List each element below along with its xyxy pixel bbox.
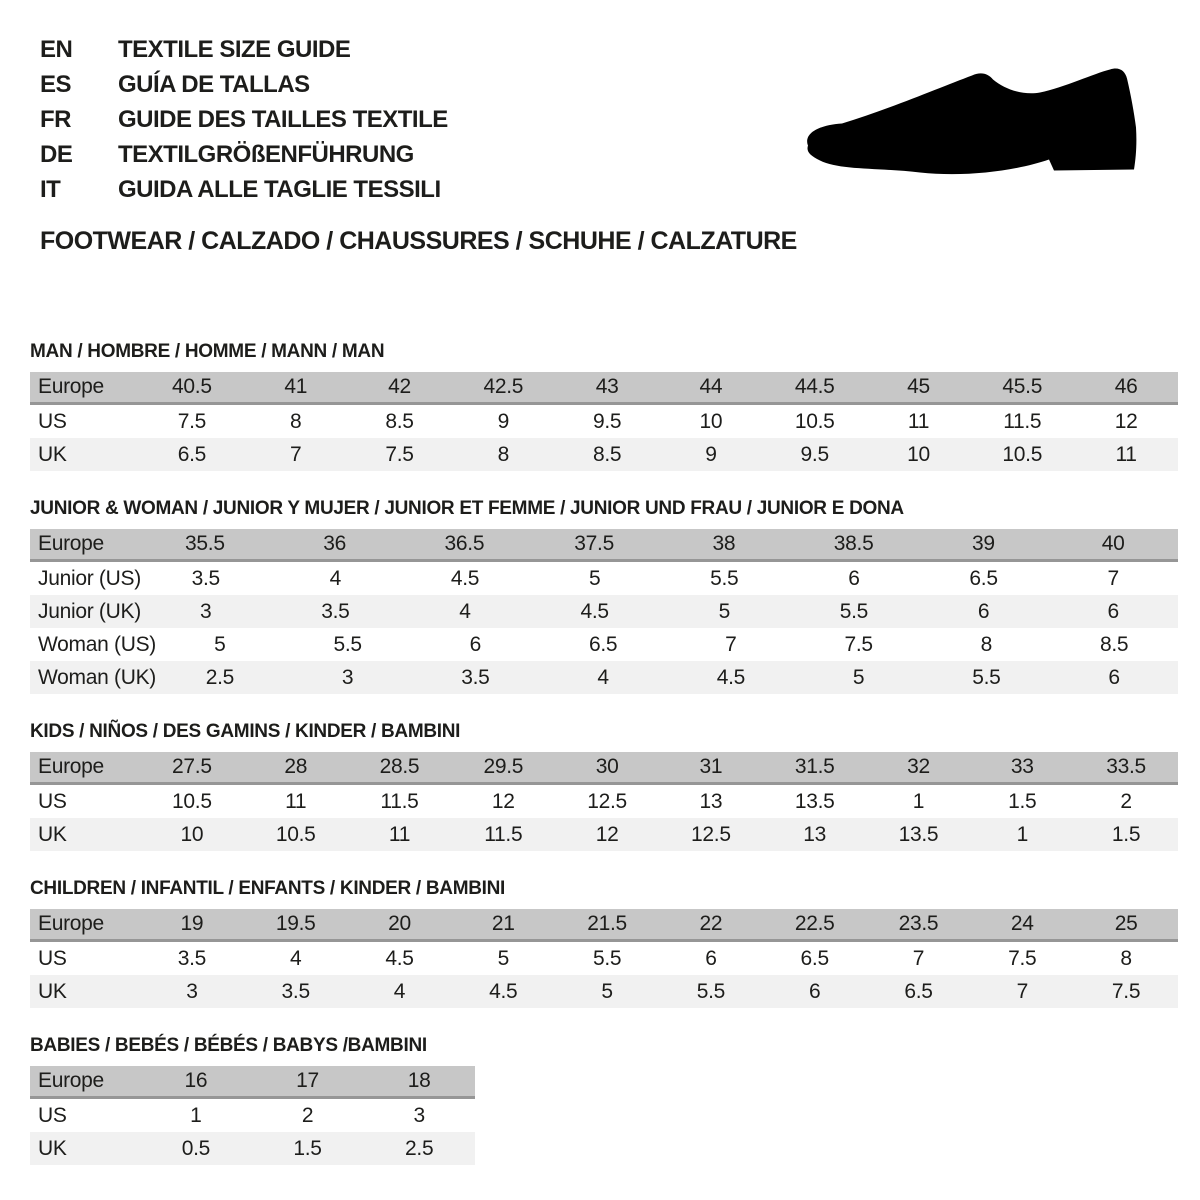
- size-value: 13: [699, 789, 723, 813]
- table-row: [30, 628, 1178, 661]
- size-value: 1: [912, 789, 925, 813]
- size-value: 9.5: [800, 442, 829, 466]
- size-value: 4: [459, 599, 471, 623]
- size-value: 7: [290, 442, 302, 466]
- language-code: ES: [40, 71, 72, 98]
- size-value: 6: [1108, 665, 1120, 689]
- row-label: Europe: [38, 375, 104, 398]
- size-table: [30, 529, 1178, 694]
- size-value: 6: [977, 599, 990, 623]
- size-value: 12: [1114, 409, 1138, 433]
- size-value: 12: [595, 822, 619, 846]
- size-value: 3: [341, 665, 354, 689]
- row-label: Woman (UK): [38, 665, 156, 689]
- size-value: 13.5: [794, 789, 835, 813]
- size-value: 5: [852, 665, 865, 689]
- size-value: 7: [725, 632, 737, 656]
- size-value: 42.5: [483, 375, 524, 398]
- size-value: 0.5: [181, 1136, 210, 1160]
- size-value: 4: [597, 665, 609, 689]
- size-value: 25: [1114, 912, 1138, 935]
- size-value: 10: [907, 442, 930, 466]
- size-value: 11: [285, 789, 307, 813]
- size-value: 6: [1107, 599, 1119, 623]
- size-value: 11: [388, 822, 411, 846]
- size-value: 19.5: [275, 912, 316, 935]
- size-value: 44: [699, 375, 723, 398]
- size-value: 38: [712, 532, 736, 555]
- size-value: 12.5: [587, 789, 627, 813]
- row-label: Junior (US): [38, 566, 141, 590]
- size-value: 10.5: [794, 409, 835, 433]
- size-value: 8.5: [592, 442, 622, 466]
- size-value: 4: [393, 979, 406, 1003]
- row-label: US: [38, 789, 67, 813]
- table-row: [30, 372, 1178, 405]
- size-value: 8.5: [1099, 632, 1129, 656]
- size-value: 2: [1120, 789, 1132, 813]
- language-code: IT: [40, 176, 61, 203]
- size-value: 40.5: [172, 375, 212, 398]
- size-table: [30, 1066, 475, 1165]
- size-value: 45.5: [1002, 375, 1043, 398]
- size-value: 6: [808, 979, 821, 1003]
- size-value: 8.5: [385, 409, 414, 433]
- row-label: UK: [38, 1136, 67, 1160]
- size-value: 5: [718, 599, 730, 623]
- size-value: 19: [180, 912, 204, 935]
- size-value: 36.5: [444, 532, 485, 555]
- category-line: FOOTWEAR / CALZADO / CHAUSSURES / SCHUHE / CALZATURE: [40, 227, 797, 255]
- size-value: 33.5: [1106, 755, 1146, 778]
- size-value: 28.5: [379, 755, 420, 778]
- size-value: 6.5: [588, 632, 618, 656]
- row-label: Europe: [38, 755, 104, 778]
- section-title: CHILDREN / INFANTIL / ENFANTS / KINDER / BAMBINI: [30, 878, 506, 899]
- size-value: 13: [803, 822, 827, 846]
- size-value: 5.5: [333, 632, 362, 656]
- size-value: 5.5: [839, 599, 869, 623]
- size-value: 13.5: [898, 822, 939, 846]
- size-value: 24: [1010, 912, 1034, 935]
- size-value: 1: [190, 1103, 202, 1127]
- size-value: 10.5: [275, 822, 316, 846]
- size-value: 9.5: [592, 409, 622, 433]
- size-value: 11.5: [1003, 409, 1042, 433]
- size-value: 31.5: [794, 755, 835, 778]
- size-value: 16: [184, 1069, 208, 1092]
- size-value: 3.5: [321, 599, 350, 623]
- language-title: TEXTILE SIZE GUIDE: [118, 36, 351, 63]
- size-value: 5.5: [592, 946, 622, 970]
- section-title: BABIES / BEBÉS / BÉBÉS / BABYS /BAMBINI: [30, 1035, 427, 1056]
- size-value: 10: [180, 822, 204, 846]
- size-value: 7.5: [1111, 979, 1141, 1003]
- size-value: 7: [912, 946, 925, 970]
- size-value: 8: [290, 409, 302, 433]
- size-value: 6.5: [969, 566, 998, 590]
- size-value: 6.5: [177, 442, 207, 466]
- size-value: 9: [497, 409, 509, 433]
- size-value: 4.5: [385, 946, 414, 970]
- shoe-silhouette-icon: [802, 64, 1147, 186]
- size-value: 4: [329, 566, 342, 590]
- table-row: [30, 1066, 475, 1099]
- size-value: 17: [296, 1069, 319, 1092]
- size-value: 41: [284, 375, 308, 398]
- size-value: 1: [1016, 822, 1028, 846]
- table-row: [30, 909, 1178, 942]
- table-row: [30, 562, 1178, 595]
- size-value: 2.5: [205, 665, 234, 689]
- size-value: 21.5: [587, 912, 627, 935]
- size-value: 7.5: [1008, 946, 1037, 970]
- size-table: [30, 909, 1178, 1008]
- size-value: 8: [497, 442, 509, 466]
- size-value: 7.5: [844, 632, 873, 656]
- size-value: 5: [601, 979, 613, 1003]
- language-title: GUIDE DES TAILLES TEXTILE: [118, 106, 448, 133]
- size-value: 42: [388, 375, 411, 398]
- size-value: 38.5: [833, 532, 874, 555]
- size-value: 5.5: [696, 979, 726, 1003]
- size-value: 10: [699, 409, 723, 433]
- table-row: [30, 975, 1178, 1008]
- table-row: [30, 1099, 475, 1132]
- size-value: 7: [1107, 566, 1119, 590]
- row-label: Europe: [38, 1069, 104, 1092]
- size-value: 28: [284, 755, 308, 778]
- language-title: GUIDA ALLE TAGLIE TESSILI: [118, 176, 441, 203]
- table-row: [30, 661, 1178, 694]
- language-title: TEXTILGRÖßENFÜHRUNG: [118, 141, 414, 168]
- size-value: 5: [214, 632, 226, 656]
- size-value: 6.5: [800, 946, 829, 970]
- size-section: [30, 877, 1178, 1008]
- size-section: [30, 720, 1178, 851]
- size-value: 4.5: [450, 566, 480, 590]
- size-value: 45: [907, 375, 930, 398]
- size-value: 11: [907, 409, 930, 433]
- size-value: 5.5: [710, 566, 739, 590]
- size-value: 22.5: [794, 912, 835, 935]
- table-row: [30, 595, 1178, 628]
- size-value: 4.5: [580, 599, 609, 623]
- size-value: 31: [699, 755, 723, 778]
- size-value: 36: [323, 532, 346, 555]
- row-label: Junior (UK): [38, 599, 141, 623]
- size-value: 35.5: [185, 532, 225, 555]
- table-row: [30, 942, 1178, 975]
- row-label: UK: [38, 822, 67, 846]
- size-value: 4: [290, 946, 302, 970]
- size-value: 12.5: [691, 822, 731, 846]
- row-label: Europe: [38, 912, 104, 935]
- size-value: 32: [907, 755, 930, 778]
- size-value: 11.5: [380, 789, 419, 813]
- language-code: FR: [40, 106, 71, 133]
- language-code: DE: [40, 141, 73, 168]
- size-value: 1.5: [293, 1136, 322, 1160]
- row-label: Europe: [38, 532, 104, 555]
- size-value: 20: [388, 912, 411, 935]
- size-value: 40: [1101, 532, 1125, 555]
- table-row: [30, 752, 1178, 785]
- size-value: 1.5: [1111, 822, 1141, 846]
- header: [0, 0, 1200, 256]
- row-label: US: [38, 1103, 67, 1127]
- size-value: 44.5: [794, 375, 835, 398]
- size-value: 7.5: [385, 442, 414, 466]
- size-section: [30, 340, 1178, 471]
- size-value: 33: [1010, 755, 1034, 778]
- row-label: US: [38, 409, 67, 433]
- size-value: 3: [186, 979, 198, 1003]
- size-value: 10.5: [1002, 442, 1043, 466]
- size-value: 10.5: [172, 789, 212, 813]
- size-value: 29.5: [483, 755, 524, 778]
- size-value: 7: [1016, 979, 1028, 1003]
- size-value: 5: [497, 946, 509, 970]
- size-section: [30, 1034, 1178, 1165]
- table-row: [30, 818, 1178, 851]
- size-value: 7.5: [177, 409, 207, 433]
- size-value: 2: [301, 1103, 314, 1127]
- size-table: [30, 752, 1178, 851]
- size-table: [30, 372, 1178, 471]
- language-title: GUÍA DE TALLAS: [118, 71, 310, 98]
- table-row: [30, 438, 1178, 471]
- language-code: EN: [40, 36, 73, 63]
- size-value: 21: [491, 912, 515, 935]
- size-value: 3.5: [461, 665, 490, 689]
- size-value: 4.5: [489, 979, 518, 1003]
- section-title: JUNIOR & WOMAN / JUNIOR Y MUJER / JUNIOR ET FEMME / JUNIOR UND FRAU / JUNIOR E DONA: [30, 498, 904, 519]
- size-value: 11: [1115, 442, 1137, 466]
- size-value: 8: [1120, 946, 1132, 970]
- size-value: 43: [595, 375, 619, 398]
- row-label: UK: [38, 979, 67, 1003]
- table-row: [30, 1132, 475, 1165]
- size-value: 6: [705, 946, 717, 970]
- size-value: 2.5: [405, 1136, 434, 1160]
- size-value: 3.5: [281, 979, 310, 1003]
- size-value: 27.5: [172, 755, 212, 778]
- size-value: 46: [1114, 375, 1138, 398]
- section-title: KIDS / NIÑOS / DES GAMINS / KINDER / BAMBINI: [30, 721, 461, 742]
- size-value: 12: [491, 789, 515, 813]
- size-value: 1.5: [1008, 789, 1037, 813]
- size-value: 4.5: [716, 665, 745, 689]
- size-value: 8: [980, 632, 993, 656]
- size-tables: [30, 340, 1178, 1191]
- size-value: 3.5: [191, 566, 220, 590]
- size-value: 3: [413, 1103, 425, 1127]
- section-title: MAN / HOMBRE / HOMME / MANN / MAN: [30, 341, 385, 362]
- size-value: 30: [595, 755, 619, 778]
- size-value: 37.5: [574, 532, 614, 555]
- size-value: 18: [407, 1069, 431, 1092]
- row-label: US: [38, 946, 67, 970]
- table-row: [30, 529, 1178, 562]
- table-row: [30, 405, 1178, 438]
- row-label: UK: [38, 442, 67, 466]
- size-value: 3.5: [177, 946, 207, 970]
- table-row: [30, 785, 1178, 818]
- size-value: 23.5: [898, 912, 939, 935]
- size-value: 5.5: [972, 665, 1001, 689]
- size-value: 6: [848, 566, 860, 590]
- size-value: 9: [705, 442, 717, 466]
- row-label: Woman (US): [38, 632, 156, 656]
- size-value: 3: [200, 599, 212, 623]
- size-value: 6: [469, 632, 482, 656]
- size-value: 39: [971, 532, 995, 555]
- size-value: 11.5: [484, 822, 523, 846]
- size-value: 6.5: [904, 979, 933, 1003]
- size-value: 22: [699, 912, 723, 935]
- size-section: [30, 497, 1178, 694]
- size-value: 5: [588, 566, 601, 590]
